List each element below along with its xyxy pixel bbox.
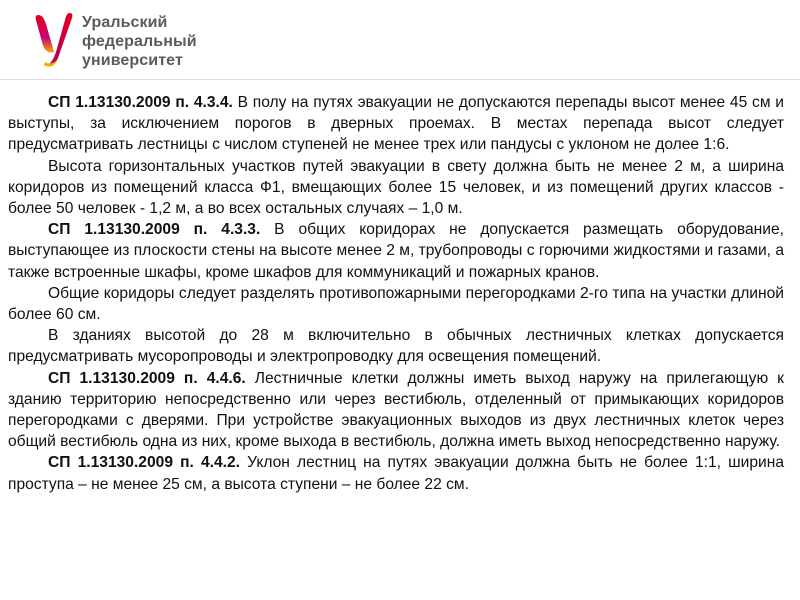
paragraph-text: Уклон лестниц на путях эвакуации должна быть не более 1:1, ширина проступа – не менее 25 см, а высота ступени – не более 22 см. <box>8 454 784 493</box>
regulation-reference: СП 1.13130.2009 п. 4.4.6. <box>48 369 246 387</box>
university-name-line-1: Уральский <box>82 14 168 31</box>
university-name-line-3: университет <box>82 52 183 69</box>
regulation-reference: СП 1.13130.2009 п. 4.3.4. <box>48 94 233 111</box>
document-body <box>8 92 784 495</box>
paragraph-2 <box>8 156 784 220</box>
regulation-reference: СП 1.13130.2009 п. 4.4.2. <box>48 454 241 472</box>
paragraph-text: Лестничные клетки должны иметь выход наружу на прилегающую к зданию территорию непосредственно или через вестибюль, отделенный от примыкающих коридоров перегородками с дверями. При устройстве эвакуационных выходов из двух лестничных клеток через общий вестибюль одна из них, кроме выхода в вестибюль, должна иметь выход непосредственно наружу. <box>8 369 784 451</box>
paragraph-text: В полу на путях эвакуации не допускаются перепады высот менее 45 см и выступы, за исключением порогов в дверных проемах. В местах перепада высот следует предусматривать лестницы с числом ступеней не менее трех или пандусы с уклоном не долее 1:6. <box>8 94 785 154</box>
paragraph-text: Общие коридоры следует разделять противопожарными перегородками 2-го типа на участки длиной более 60 см. <box>8 284 784 324</box>
university-logo-icon <box>34 12 74 68</box>
paragraph-text: Высота горизонтальных участков путей эвакуации в свету должна быть не менее 2 м, а ширина коридоров из помещений класса Ф1, вмещающих более 15 человек, и из помещений других классов - более 50 человек - 1,2 м, а во всех остальных случаях – 1,0 м. <box>8 157 784 218</box>
header <box>0 0 800 80</box>
paragraph-5 <box>8 325 784 367</box>
paragraph-3 <box>8 219 784 283</box>
header-divider <box>0 79 800 80</box>
paragraph-6 <box>8 368 784 453</box>
regulation-reference: СП 1.13130.2009 п. 4.3.3. <box>48 221 261 239</box>
paragraph-text: В зданиях высотой до 28 м включительно в обычных лестничных клетках допускается предусматривать мусоропроводы и электропроводку для освещения помещений. <box>8 327 784 366</box>
paragraph-7 <box>8 452 784 494</box>
paragraph-1 <box>8 92 784 156</box>
university-name-line-2: федеральный <box>82 33 197 50</box>
university-name <box>82 13 197 70</box>
paragraph-text: В общих коридорах не допускается размещать оборудование, выступающее из плоскости стены на высоте менее 2 м, трубопроводы с горючими жидкостями и газами, а также встроенные шкафы, кроме шкафов для коммуникаций и пожарных кранов. <box>8 221 785 281</box>
paragraph-4 <box>8 283 784 325</box>
